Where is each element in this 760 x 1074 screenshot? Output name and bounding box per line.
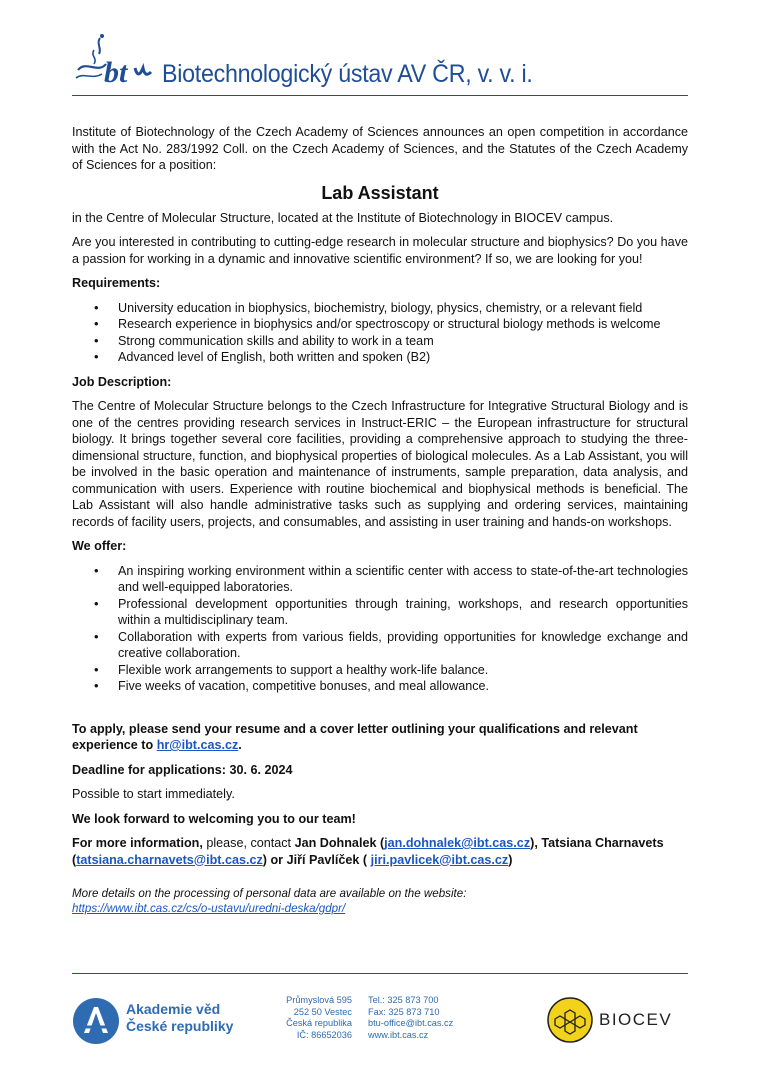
- start-note: Possible to start immediately.: [72, 787, 235, 801]
- offer-heading: We offer:: [72, 539, 127, 553]
- offer-list: [72, 563, 688, 695]
- job-description-heading: Job Description:: [72, 374, 172, 389]
- biocev-logo-icon: [546, 996, 594, 1044]
- offer-item: • Professional development opportunities through training, workshops, and research opportunities within a multidisciplinary team.: [72, 596, 688, 629]
- footer-contacts: Tel.: 325 873 700 Fax: 325 873 710 btu-office@ibt.cas.cz www.ibt.cas.cz: [368, 995, 454, 1040]
- location-paragraph: in the Centre of Molecular Structure, located at the Institute of Biotechnology in BIOCEV campus.: [72, 210, 614, 225]
- offer-item: • An inspiring working environment within a scientific center with access to state-of-the-art technologies and well-equipped laboratories.: [72, 563, 688, 596]
- requirement-item: • Advanced level of English, both written and spoken (B2): [72, 349, 688, 366]
- postal-address: Průmyslová 595 252 50 Vestec Česká republika IČ: 86652036: [286, 995, 352, 1040]
- requirement-item: • Research experience in biophysics and/or spectroscopy or structural biology methods is welcome: [72, 316, 688, 333]
- contact-paragraph: For more information, please, contact Jan Dohnalek (jan.dohnalek@ibt.cas.cz), Tatsiana Charnavets (tatsiana.charnavets@ibt.cas.cz) or Jiří Pavlíček ( jiri.pavlicek@ibt.cas.cz): [72, 836, 664, 867]
- institute-title: Biotechnologický ústav AV ČR, v. v. i.: [162, 60, 533, 88]
- announcement-body: [72, 124, 688, 916]
- requirements-list: [72, 300, 688, 366]
- footer-divider: [72, 973, 688, 974]
- offer-item: • Flexible work arrangements to support a healthy work-life balance.: [72, 662, 688, 679]
- logo-text: bt: [104, 56, 128, 89]
- academy-of-sciences-logo-icon: [72, 997, 120, 1045]
- hr-email-link[interactable]: hr@ibt.cas.cz: [156, 738, 239, 752]
- apply-text: To apply, please send your resume and a cover letter outlining your qualifications and relevant experience to: [72, 721, 638, 752]
- position-title: Lab Assistant: [321, 182, 439, 203]
- intro-paragraph: Institute of Biotechnology of the Czech Academy of Sciences announces an open competition in accordance with the Act No. 283/1992 Coll. on the Czech Academy of Sciences, and the Statutes of the Czech Academy of Sciences for a position:: [72, 125, 688, 172]
- email-link-pavlicek[interactable]: jiri.pavlicek@ibt.cas.cz: [370, 852, 509, 867]
- job-description-text: The Centre of Molecular Structure belongs to the Czech Infrastructure for Integrative Structural Biology and is one of the centres providing research services in Instruct-ERIC – the European infrastructure for structural biology. It brings together several core facilities, providing a comprehensive approach to studying the three-dimensional structure, function, and biophysical properties of biological molecules. As a Lab Assistant, you will be involved in the basic operation and maintenance of instruments, sample preparation, data analysis, and communication with users. Experience with routine biochemical and biophysical methods is beneficial. The Lab Assistant will also handle administrative tasks such as supplying and ordering services, maintaining records of facility users, projects, and consumables, and assisting in user training and hands-on workshops.: [72, 399, 688, 529]
- welcome-note: We look forward to welcoming you to our team!: [72, 811, 356, 826]
- contact-name: Jan Dohnalek: [294, 836, 377, 850]
- offer-item: • Collaboration with experts from various fields, providing opportunities for knowledge exchange and creative collaboration.: [72, 629, 688, 662]
- contact-name: Tatsiana Charnavets: [541, 836, 664, 850]
- email-link-charnavets[interactable]: tatsiana.charnavets@ibt.cas.cz: [76, 852, 263, 867]
- gdpr-note: More details on the processing of personal data are available on the website:: [72, 887, 467, 900]
- question-paragraph: Are you interested in contributing to cutting-edge research in molecular structure and biophysics? Do you have a passion for working in a dynamic and innovative scientific environment? If so, we are looking for you!: [72, 235, 688, 266]
- academy-name: Akademie věd České republiky: [126, 1001, 234, 1034]
- biocev-name: BIOCEV: [599, 1010, 673, 1029]
- btu-logo-icon: [72, 30, 154, 92]
- contact-name: Jiří Pavlíček: [286, 852, 360, 867]
- requirement-item: • Strong communication skills and ability to work in a team: [72, 333, 688, 350]
- letterhead: [72, 30, 688, 96]
- apply-paragraph: To apply, please send your resume and a cover letter outlining your qualifications and relevant experience to hr@ibt.cas.cz.: [72, 721, 638, 752]
- deadline: Deadline for applications: 30. 6. 2024: [72, 762, 293, 777]
- requirements-heading: Requirements:: [72, 276, 161, 290]
- offer-item: • Five weeks of vacation, competitive bonuses, and meal allowance.: [72, 678, 688, 695]
- email-link-dohnalek[interactable]: jan.dohnalek@ibt.cas.cz: [384, 836, 531, 850]
- gdpr-link[interactable]: https://www.ibt.cas.cz/cs/o-ustavu/uredni-deska/gdpr/: [72, 902, 346, 915]
- requirement-item: • University education in biophysics, biochemistry, biology, physics, chemistry, or a relevant field: [72, 300, 688, 317]
